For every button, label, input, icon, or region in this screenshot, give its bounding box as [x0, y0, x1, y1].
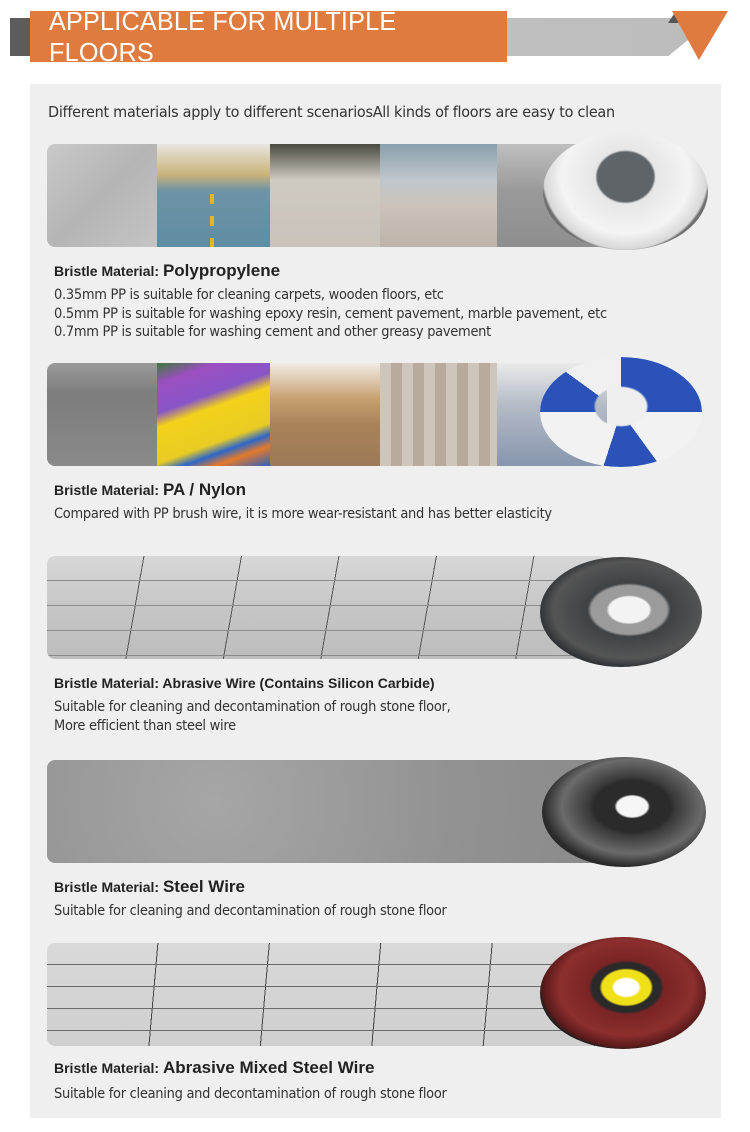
- material-name: Abrasive Mixed Steel Wire: [162, 1058, 375, 1077]
- glass-corridor-floor-image: [380, 144, 497, 247]
- black-steel-wire-brush-icon: [542, 757, 706, 867]
- rubber-playground-floor-image: [157, 363, 270, 466]
- description-abrasive-wire: [54, 698, 450, 735]
- material-label-nylon: Bristle Material: PA / Nylon: [54, 480, 247, 499]
- description-polypropylene: [54, 286, 607, 342]
- description-line: 0.35mm PP is suitable for cleaning carpets, wooden floors, etc: [54, 287, 444, 303]
- description-line: 0.5mm PP is suitable for washing epoxy resin, cement pavement, marble pavement, etc: [54, 305, 607, 322]
- description-line: More efficient than steel wire: [54, 717, 236, 734]
- material-label-polypropylene: Bristle Material: Polypropylene: [54, 261, 281, 280]
- blue-white-nylon-brush-icon: [540, 357, 702, 467]
- granite-tile-floor-image: [47, 556, 607, 659]
- material-name: Steel Wire: [162, 877, 245, 896]
- floor-image-strip-abrasive-mixed: [47, 943, 607, 1046]
- cement-floor-image: [47, 363, 157, 466]
- description-nylon: [54, 505, 552, 524]
- banner-title-box: [30, 5, 507, 67]
- ceramic-tile-floor-image: [380, 363, 497, 466]
- description-line: Suitable for cleaning and decontamination of rough stone floor,: [54, 699, 451, 715]
- dark-grey-abrasive-brush-icon: [540, 557, 702, 667]
- floor-image-strip-steel-wire: [47, 760, 607, 863]
- intro-text: Different materials apply to different scenariosAll kinds of floors are easy to clean: [48, 103, 615, 121]
- white-pp-brush-icon: [543, 132, 708, 250]
- material-label-steel-wire: Bristle Material: Steel Wire: [54, 877, 245, 896]
- content-panel: [30, 84, 721, 1118]
- stone-tile-floor-image: [47, 144, 157, 247]
- material-name: Abrasive Wire (Contains Silicon Carbide): [162, 675, 435, 691]
- material-label-abrasive-mixed: Bristle Material: Abrasive Mixed Steel Wire: [54, 1058, 375, 1077]
- material-name: Polypropylene: [162, 261, 281, 280]
- material-label-abrasive-wire: Bristle Material: Abrasive Wire (Contains Silicon Carbide): [54, 675, 435, 691]
- description-abrasive-mixed: [54, 1085, 447, 1104]
- description-line: Compared with PP brush wire, it is more wear-resistant and has better elasticity: [54, 506, 552, 522]
- description-steel-wire: [54, 902, 447, 921]
- floor-image-strip-abrasive-wire: [47, 556, 607, 659]
- wooden-floor-image: [270, 363, 380, 466]
- page-title: APPLICABLE FOR MULTIPLE FLOORS: [49, 5, 397, 67]
- description-line: Suitable for cleaning and decontamination of rough stone floor: [54, 903, 447, 919]
- material-name: PA / Nylon: [162, 480, 247, 499]
- rough-concrete-floor-image: [47, 760, 607, 863]
- description-line: Suitable for cleaning and decontamination of rough stone floor: [54, 1086, 447, 1102]
- description-line: 0.7mm PP is suitable for washing cement and other greasy pavement: [54, 324, 491, 340]
- lobby-floor-image: [270, 144, 380, 247]
- parking-garage-floor-image: [157, 144, 270, 247]
- red-abrasive-mixed-brush-icon: [540, 937, 706, 1049]
- stone-paver-floor-image: [47, 943, 607, 1046]
- floor-image-strip-nylon: [47, 363, 607, 466]
- section-banner: [0, 0, 750, 80]
